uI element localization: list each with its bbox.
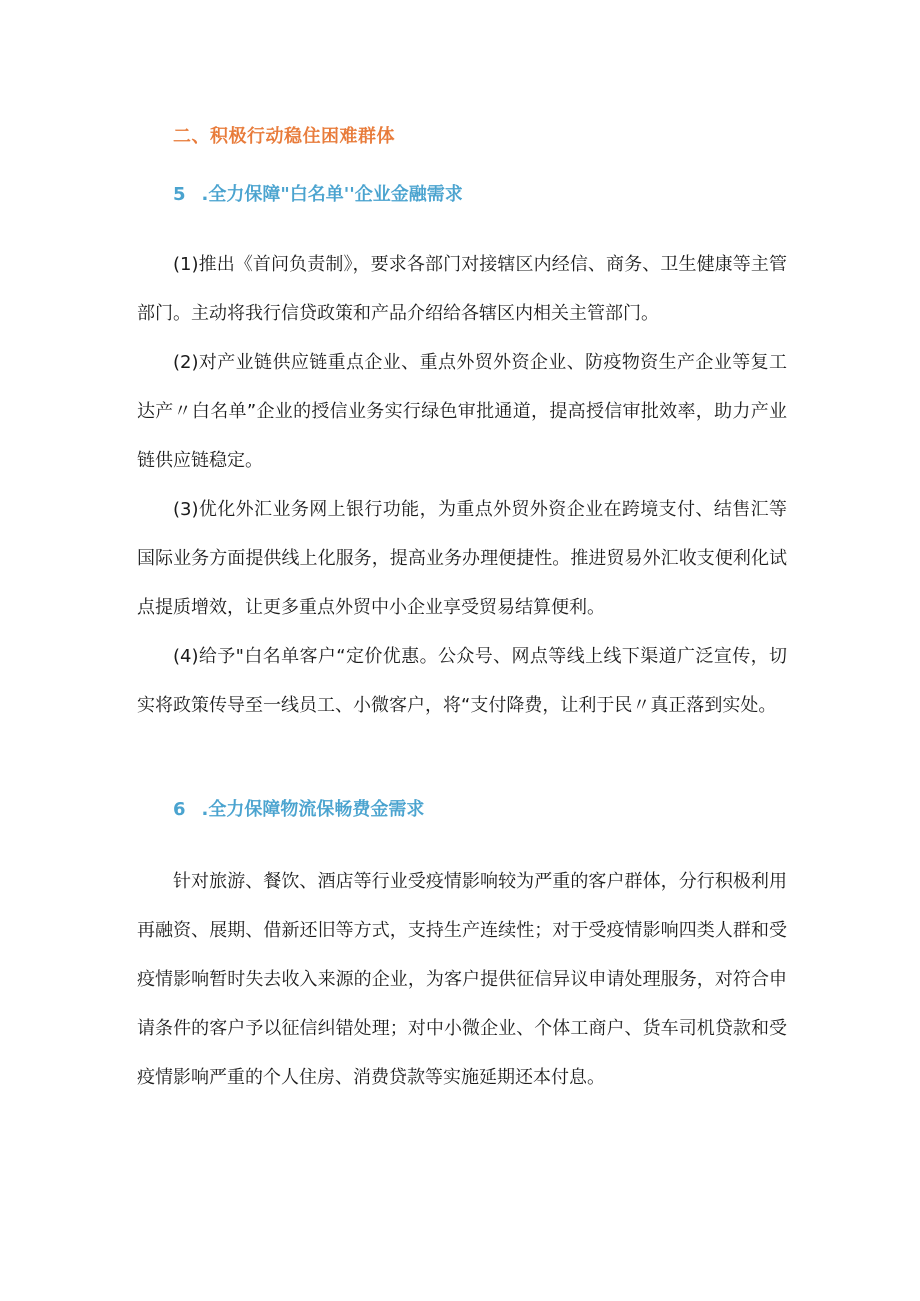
item5-number: 5 <box>173 184 186 205</box>
item5-paragraph-3: (3)优化外汇业务网上银行功能，为重点外贸外资企业在跨境支付、结售汇等国际业务方面提供线上化服务，提高业务办理便捷性。推进贸易外汇收支便利化试点提质增效，让更多重点外贸中小企业享受贸易结算便利。 <box>137 499 787 618</box>
item5-title: .全力保障"白名单''企业金融需求 <box>201 184 463 205</box>
item6-paragraph-1: 针对旅游、餐饮、酒店等行业受疫情影响较为严重的客户群体，分行积极利用再融资、展期、借新还旧等方式，支持生产连续性；对于受疫情影响四类人群和受疫情影响暂时失去收入来源的企业，为客户提供征信异议申请处理服务，对符合申请条件的客户予以征信纠错处理；对中小微企业、个体工商户、货车司机贷款和受疫情影响严重的个人住房、消费贷款等实施延期还本付息。 <box>137 871 787 1088</box>
item6-title: .全力保障物流保畅费金需求 <box>201 799 425 820</box>
item5-heading <box>173 180 463 206</box>
item5-paragraph-1: (1)推出《首问负责制》，要求各部门对接辖区内经信、商务、卫生健康等主管部门。主动将我行信贷政策和产品介绍给各辖区内相关主管部门。 <box>137 254 787 324</box>
item5-paragraph-2: (2)对产业链供应链重点企业、重点外贸外资企业、防疫物资生产企业等复工达产〃白名单”企业的授信业务实行绿色审批通道，提高授信审批效率，助力产业链供应链稳定。 <box>137 352 787 471</box>
section-heading: 二、积极行动稳住困难群体 <box>173 126 395 147</box>
item6-number: 6 <box>173 799 186 820</box>
item6-heading <box>173 795 424 821</box>
item5-paragraph-4: (4)给予"白名单客户“定价优惠。公众号、网点等线上线下渠道广泛宣传，切实将政策传导至一线员工、小微客户，将“支付降费，让利于民〃真正落到实处。 <box>137 646 787 716</box>
